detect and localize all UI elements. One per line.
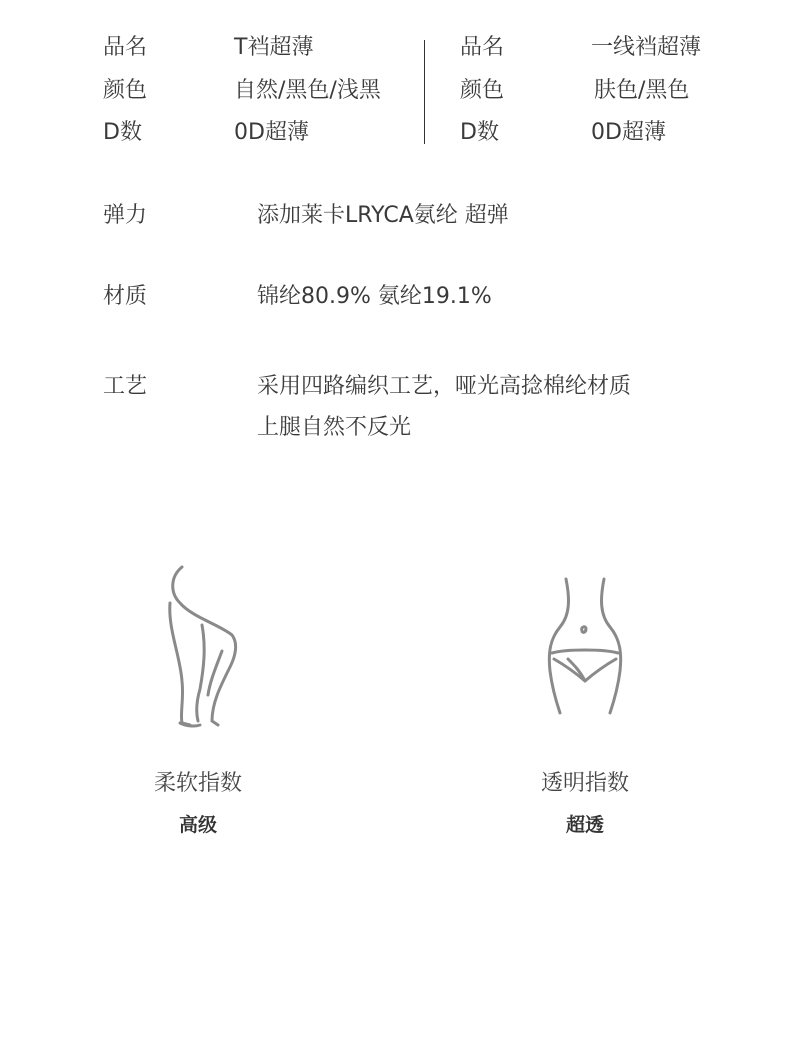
elasticity-label: 弹力: [103, 203, 148, 228]
spec-left-denier-label: D数: [103, 120, 142, 145]
waist-icon: [540, 575, 630, 720]
craft-value-line1: 采用四路编织工艺，哑光高捻棉纶材质: [257, 374, 632, 399]
transparency-index-label: 透明指数: [540, 771, 629, 796]
spec-right-denier-value: 0D超薄: [591, 120, 666, 145]
craft-label: 工艺: [103, 374, 148, 399]
spec-divider: [424, 40, 425, 144]
craft-value-line2: 上腿自然不反光: [257, 415, 412, 440]
spec-right-name-value: 一线裆超薄: [591, 35, 702, 60]
spec-right-color-value: 肤色/黑色: [594, 78, 690, 103]
spec-right-denier-label: D数: [460, 120, 499, 145]
spec-left-color-value: 自然/黑色/浅黑: [234, 78, 381, 103]
material-label: 材质: [103, 284, 148, 309]
spec-right-color-label: 颜色: [460, 78, 505, 103]
spec-right-name-label: 品名: [460, 35, 505, 60]
legs-icon: [160, 563, 250, 733]
spec-left-name-value: T裆超薄: [234, 35, 314, 60]
spec-left-name-label: 品名: [103, 35, 148, 60]
transparency-index-value: 超透: [565, 814, 604, 836]
softness-index-value: 高级: [178, 814, 217, 836]
elasticity-value: 添加莱卡LRYCA氨纶 超弹: [257, 203, 509, 228]
spec-left-denier-value: 0D超薄: [234, 120, 309, 145]
softness-index-label: 柔软指数: [153, 771, 242, 796]
spec-left-color-label: 颜色: [103, 78, 148, 103]
material-value: 锦纶80.9% 氨纶19.1%: [257, 284, 492, 309]
